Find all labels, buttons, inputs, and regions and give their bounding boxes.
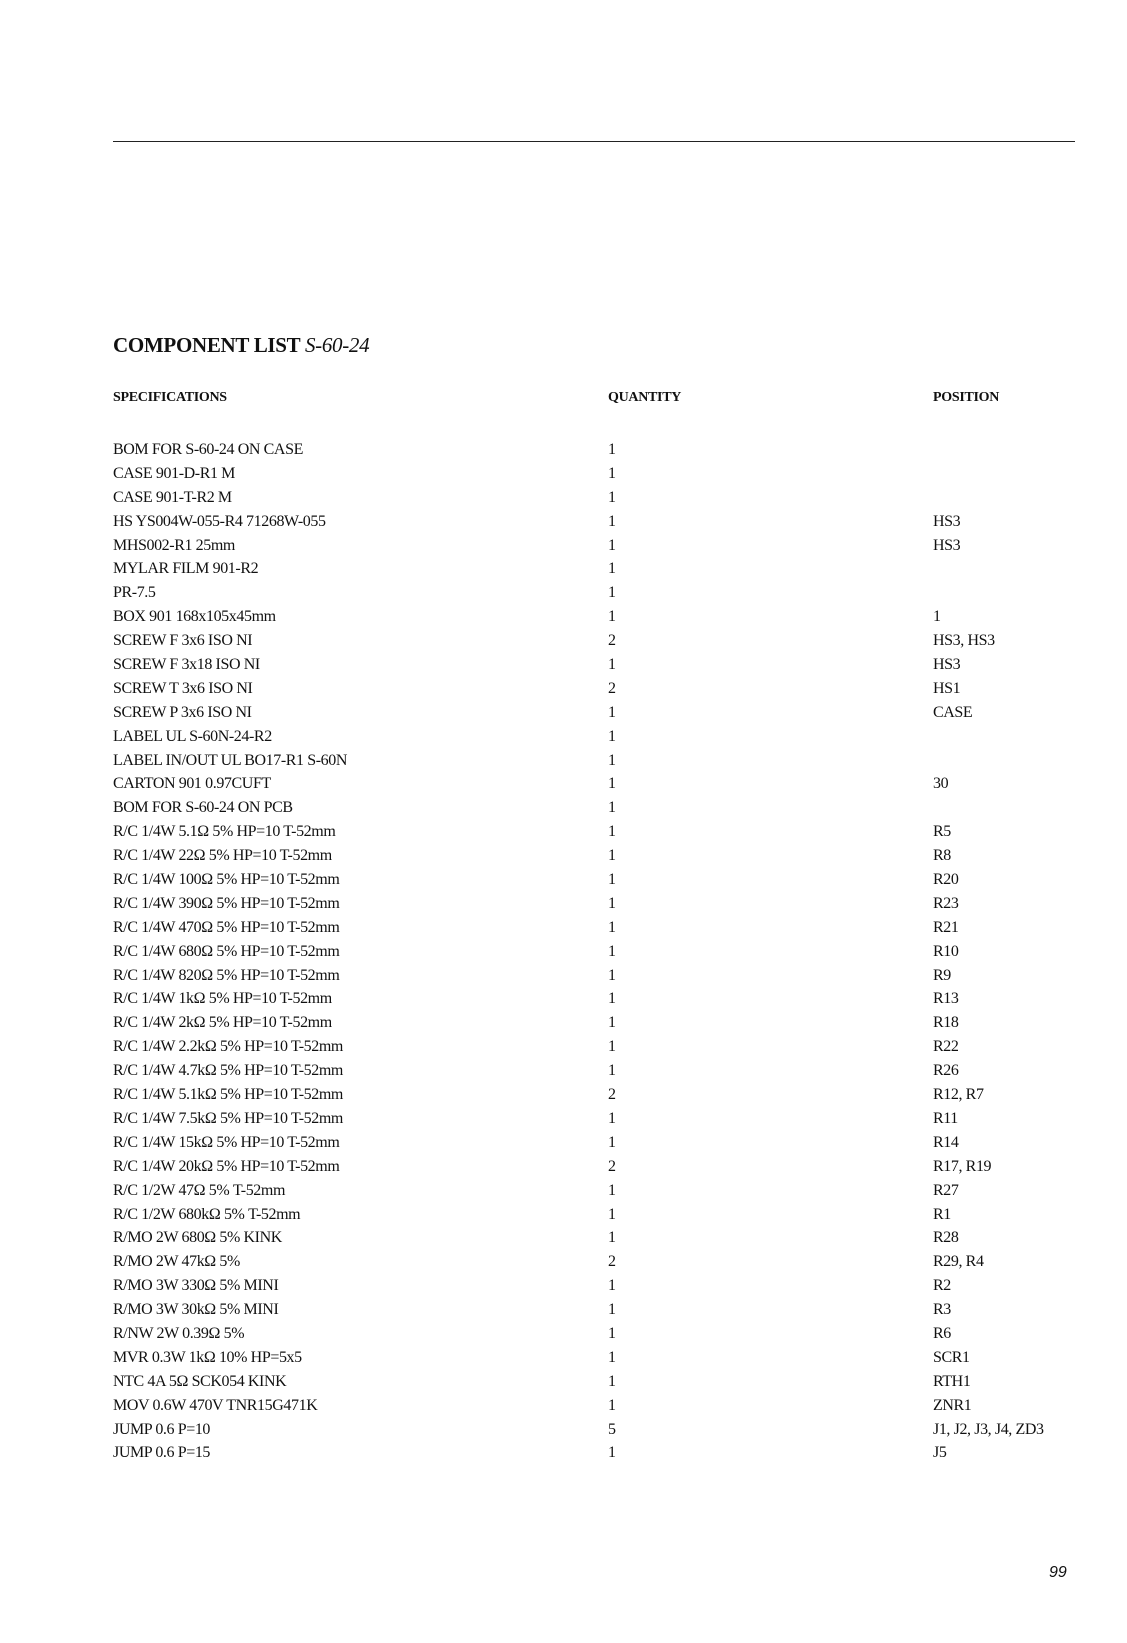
row-specification: R/C 1/4W 680Ω 5% HP=10 T-52mm (113, 942, 340, 960)
table-row (0, 1370, 1127, 1394)
component-table (0, 438, 1127, 1465)
row-specification: MYLAR FILM 901-R2 (113, 560, 259, 578)
row-specification: BOM FOR S-60-24 ON PCB (113, 799, 293, 817)
row-quantity: 1 (608, 1444, 616, 1462)
row-quantity: 1 (608, 1038, 616, 1056)
table-row (0, 1322, 1127, 1346)
row-quantity: 1 (608, 1324, 616, 1342)
row-quantity: 2 (608, 1086, 616, 1104)
row-position: 30 (933, 775, 949, 793)
row-position: 1 (933, 608, 941, 626)
table-row (0, 1083, 1127, 1107)
row-quantity: 1 (608, 1109, 616, 1127)
row-position: R14 (933, 1133, 959, 1151)
row-specification: MVR 0.3W 1kΩ 10% HP=5x5 (113, 1348, 302, 1366)
row-quantity: 1 (608, 751, 616, 769)
row-position: R13 (933, 990, 959, 1008)
row-position: R28 (933, 1229, 959, 1247)
row-position: R26 (933, 1062, 959, 1080)
row-quantity: 1 (608, 584, 616, 602)
table-row (0, 1203, 1127, 1227)
row-quantity: 1 (608, 536, 616, 554)
table-row (0, 1418, 1127, 1442)
row-specification: R/C 1/4W 7.5kΩ 5% HP=10 T-52mm (113, 1109, 343, 1127)
page-number: 99 (1049, 1564, 1067, 1581)
row-quantity: 1 (608, 894, 616, 912)
row-position: SCR1 (933, 1348, 970, 1366)
page-title-main: COMPONENT LIST (113, 333, 305, 357)
row-specification: R/C 1/4W 5.1kΩ 5% HP=10 T-52mm (113, 1086, 343, 1104)
row-quantity: 1 (608, 703, 616, 721)
row-specification: HS YS004W-055-R4 71268W-055 (113, 512, 326, 530)
row-quantity: 5 (608, 1420, 616, 1438)
row-specification: LABEL IN/OUT UL BO17-R1 S-60N (113, 751, 348, 769)
row-specification: SCREW T 3x6 ISO NI (113, 679, 253, 697)
row-quantity: 1 (608, 847, 616, 865)
row-specification: R/C 1/4W 5.1Ω 5% HP=10 T-52mm (113, 823, 336, 841)
row-specification: R/MO 3W 30kΩ 5% MINI (113, 1301, 279, 1319)
row-quantity: 1 (608, 464, 616, 482)
page-title (113, 333, 369, 358)
table-row (0, 796, 1127, 820)
row-specification: BOX 901 168x105x45mm (113, 608, 276, 626)
row-specification: R/NW 2W 0.39Ω 5% (113, 1324, 245, 1342)
row-specification: R/C 1/4W 15kΩ 5% HP=10 T-52mm (113, 1133, 340, 1151)
row-quantity: 1 (608, 560, 616, 578)
row-position: ZNR1 (933, 1396, 972, 1414)
row-position: HS3 (933, 512, 961, 530)
row-quantity: 1 (608, 942, 616, 960)
header-rule (113, 141, 1075, 142)
row-quantity: 1 (608, 871, 616, 889)
row-quantity: 1 (608, 1229, 616, 1247)
row-quantity: 1 (608, 1181, 616, 1199)
row-quantity: 1 (608, 823, 616, 841)
table-row (0, 581, 1127, 605)
row-quantity: 1 (608, 1372, 616, 1390)
row-quantity: 1 (608, 1301, 616, 1319)
row-quantity: 1 (608, 1396, 616, 1414)
row-quantity: 1 (608, 1133, 616, 1151)
row-quantity: 1 (608, 727, 616, 745)
row-quantity: 1 (608, 1277, 616, 1295)
row-specification: SCREW F 3x18 ISO NI (113, 656, 260, 674)
column-header-specifications: SPECIFICATIONS (113, 390, 227, 405)
row-position: HS3, HS3 (933, 632, 995, 650)
row-position: R2 (933, 1277, 951, 1295)
row-position: R9 (933, 966, 951, 984)
row-position: R5 (933, 823, 951, 841)
row-specification: R/C 1/4W 1kΩ 5% HP=10 T-52mm (113, 990, 332, 1008)
row-position: HS3 (933, 656, 961, 674)
table-row (0, 1155, 1127, 1179)
table-row (0, 605, 1127, 629)
table-row (0, 701, 1127, 725)
row-quantity: 2 (608, 1253, 616, 1271)
row-specification: R/C 1/4W 2kΩ 5% HP=10 T-52mm (113, 1014, 332, 1032)
table-row (0, 892, 1127, 916)
row-position: J5 (933, 1444, 947, 1462)
table-row (0, 486, 1127, 510)
row-specification: MHS002-R1 25mm (113, 536, 235, 554)
table-row (0, 1179, 1127, 1203)
table-row (0, 725, 1127, 749)
row-quantity: 1 (608, 1062, 616, 1080)
table-row (0, 462, 1127, 486)
row-quantity: 1 (608, 656, 616, 674)
row-specification: CASE 901-T-R2 M (113, 488, 232, 506)
row-position: HS3 (933, 536, 961, 554)
row-position: R12, R7 (933, 1086, 984, 1104)
row-specification: R/C 1/4W 20kΩ 5% HP=10 T-52mm (113, 1157, 340, 1175)
row-specification: R/C 1/4W 22Ω 5% HP=10 T-52mm (113, 847, 332, 865)
row-position: HS1 (933, 679, 961, 697)
table-row (0, 820, 1127, 844)
row-quantity: 1 (608, 1014, 616, 1032)
row-position: R23 (933, 894, 959, 912)
table-row (0, 510, 1127, 534)
row-quantity: 1 (608, 990, 616, 1008)
table-row (0, 940, 1127, 964)
row-position: CASE (933, 703, 973, 721)
table-row (0, 987, 1127, 1011)
column-header-quantity: QUANTITY (608, 390, 682, 405)
row-position: R27 (933, 1181, 959, 1199)
row-position: R18 (933, 1014, 959, 1032)
table-row (0, 964, 1127, 988)
row-specification: CARTON 901 0.97CUFT (113, 775, 271, 793)
table-row (0, 1346, 1127, 1370)
table-row (0, 1441, 1127, 1465)
row-specification: R/MO 2W 680Ω 5% KINK (113, 1229, 282, 1247)
row-specification: R/C 1/2W 680kΩ 5% T-52mm (113, 1205, 301, 1223)
row-specification: JUMP 0.6 P=15 (113, 1444, 211, 1462)
row-specification: R/C 1/4W 470Ω 5% HP=10 T-52mm (113, 918, 340, 936)
row-position: R1 (933, 1205, 951, 1223)
row-position: R21 (933, 918, 959, 936)
row-specification: SCREW F 3x6 ISO NI (113, 632, 253, 650)
row-position: R6 (933, 1324, 951, 1342)
row-quantity: 1 (608, 1205, 616, 1223)
table-row (0, 916, 1127, 940)
row-position: R3 (933, 1301, 951, 1319)
row-position: R20 (933, 871, 959, 889)
row-quantity: 2 (608, 632, 616, 650)
row-specification: SCREW P 3x6 ISO NI (113, 703, 252, 721)
column-header-position: POSITION (933, 390, 1000, 405)
row-quantity: 1 (608, 966, 616, 984)
row-position: R22 (933, 1038, 959, 1056)
row-specification: R/C 1/4W 390Ω 5% HP=10 T-52mm (113, 894, 340, 912)
table-row (0, 1011, 1127, 1035)
row-quantity: 1 (608, 918, 616, 936)
row-specification: NTC 4A 5Ω SCK054 KINK (113, 1372, 287, 1390)
row-position: J1, J2, J3, J4, ZD3 (933, 1420, 1044, 1438)
table-row (0, 677, 1127, 701)
table-row (0, 1298, 1127, 1322)
row-quantity: 2 (608, 679, 616, 697)
table-row (0, 438, 1127, 462)
table-row (0, 653, 1127, 677)
row-specification: R/MO 3W 330Ω 5% MINI (113, 1277, 279, 1295)
table-row (0, 1394, 1127, 1418)
row-quantity: 1 (608, 441, 616, 458)
table-row (0, 1059, 1127, 1083)
row-quantity: 1 (608, 775, 616, 793)
table-row (0, 1250, 1127, 1274)
row-quantity: 1 (608, 512, 616, 530)
row-position: R8 (933, 847, 951, 865)
table-row (0, 868, 1127, 892)
table-row (0, 844, 1127, 868)
row-specification: R/C 1/4W 820Ω 5% HP=10 T-52mm (113, 966, 340, 984)
table-row (0, 1035, 1127, 1059)
row-specification: BOM FOR S-60-24 ON CASE (113, 441, 303, 458)
row-quantity: 1 (608, 608, 616, 626)
table-row (0, 749, 1127, 773)
table-row (0, 1107, 1127, 1131)
row-specification: R/C 1/2W 47Ω 5% T-52mm (113, 1181, 285, 1199)
row-specification: R/C 1/4W 100Ω 5% HP=10 T-52mm (113, 871, 340, 889)
row-quantity: 1 (608, 1348, 616, 1366)
row-specification: LABEL UL S-60N-24-R2 (113, 727, 272, 745)
row-specification: R/C 1/4W 2.2kΩ 5% HP=10 T-52mm (113, 1038, 343, 1056)
row-position: R10 (933, 942, 959, 960)
row-specification: CASE 901-D-R1 M (113, 464, 236, 482)
row-position: R17, R19 (933, 1157, 992, 1175)
row-specification: MOV 0.6W 470V TNR15G471K (113, 1396, 318, 1414)
page-title-model: S-60-24 (304, 333, 370, 357)
table-row (0, 1274, 1127, 1298)
table-row (0, 772, 1127, 796)
row-specification: R/C 1/4W 4.7kΩ 5% HP=10 T-52mm (113, 1062, 343, 1080)
row-quantity: 2 (608, 1157, 616, 1175)
table-row (0, 557, 1127, 581)
table-row (0, 534, 1127, 558)
table-row (0, 629, 1127, 653)
row-specification: JUMP 0.6 P=10 (113, 1420, 211, 1438)
row-position: R29, R4 (933, 1253, 984, 1271)
row-quantity: 1 (608, 488, 616, 506)
row-specification: R/MO 2W 47kΩ 5% (113, 1253, 240, 1271)
row-specification: PR-7.5 (113, 584, 156, 602)
table-row (0, 1131, 1127, 1155)
row-position: RTH1 (933, 1372, 971, 1390)
row-quantity: 1 (608, 799, 616, 817)
row-position: R11 (933, 1109, 958, 1127)
table-row (0, 1226, 1127, 1250)
